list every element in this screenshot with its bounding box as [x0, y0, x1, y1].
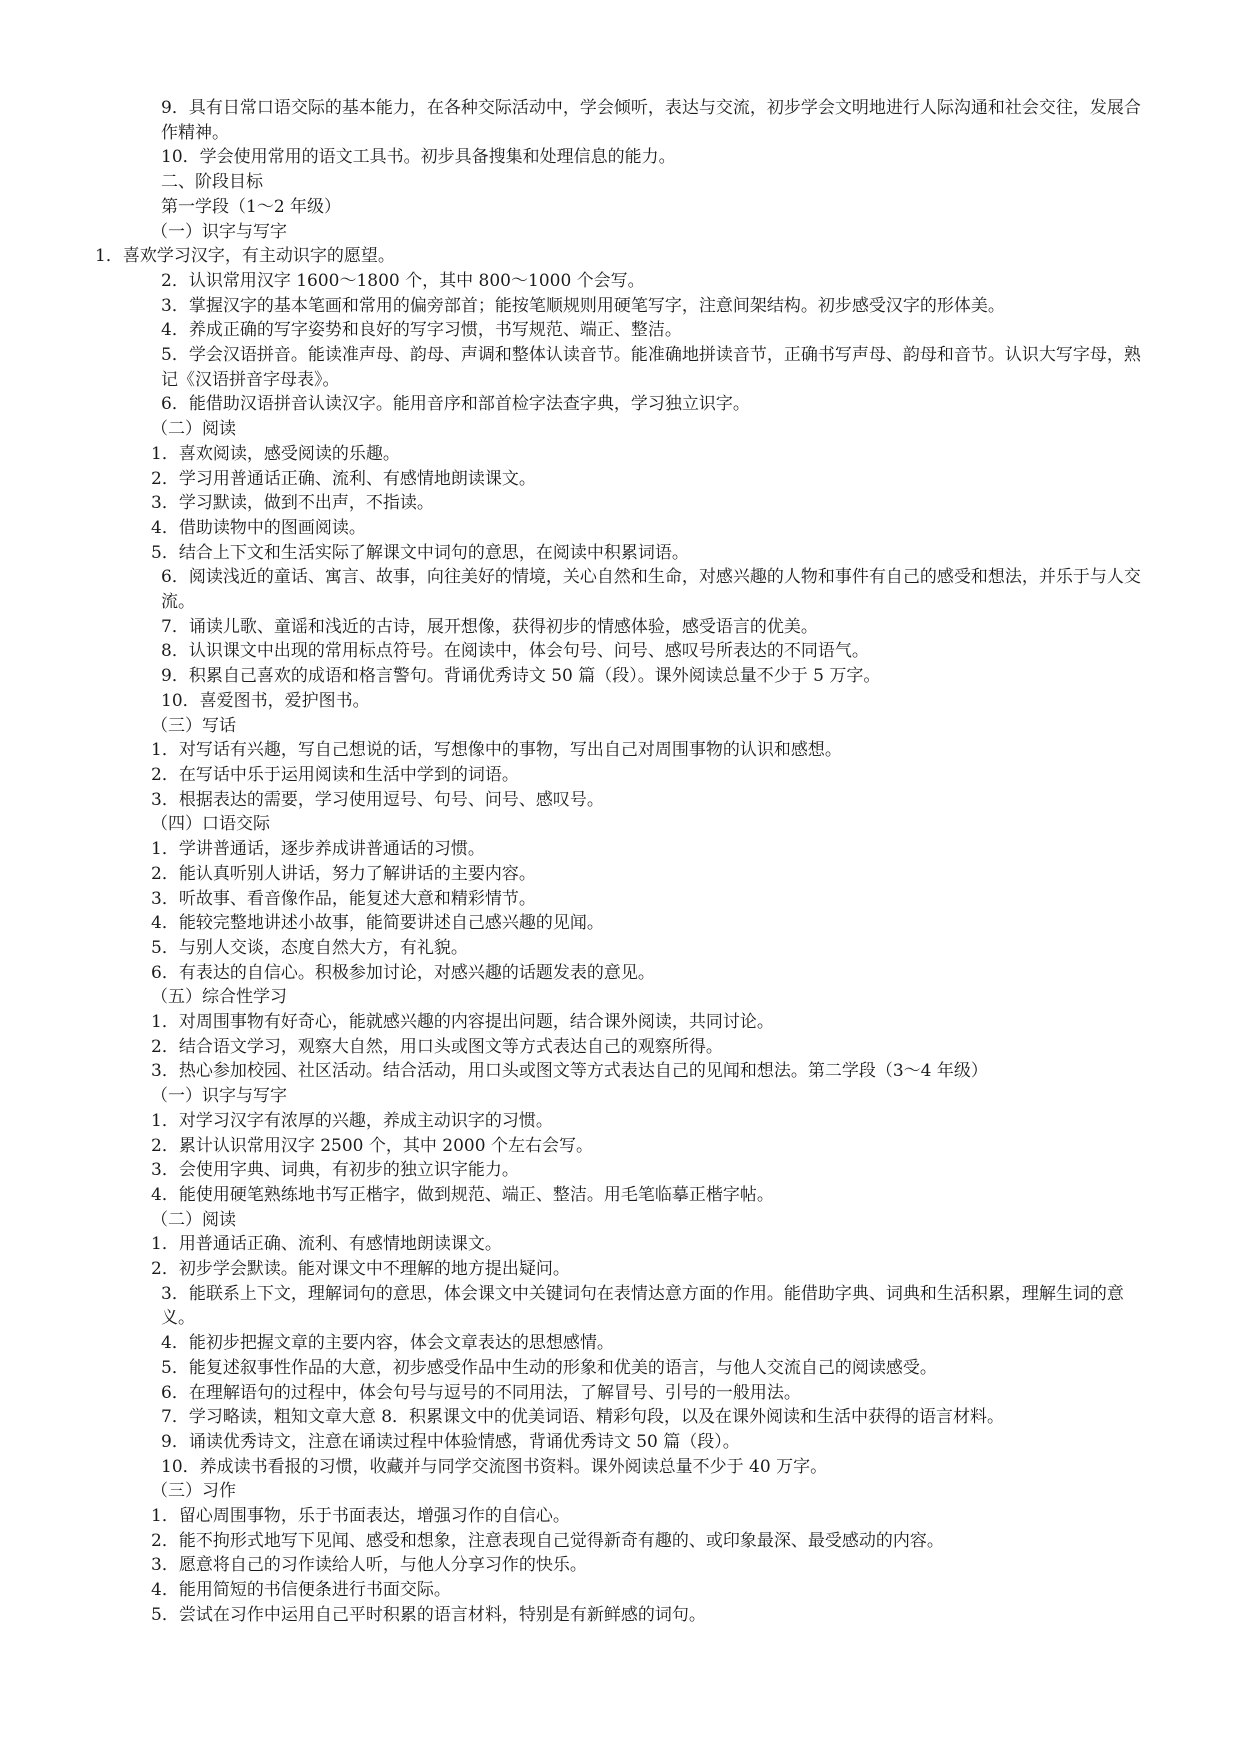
text-line: 3．学习默读，做到不出声，不指读。 — [151, 493, 434, 514]
text-line: （二）阅读 — [151, 1209, 236, 1230]
text-line: 10．喜爱图书，爱护图书。 — [161, 690, 370, 711]
text-line: （二）阅读 — [151, 419, 236, 440]
text-line: 1．对学习汉字有浓厚的兴趣，养成主动识字的习惯。 — [151, 1110, 553, 1131]
text-line: 5．学会汉语拼音。能读准声母、韵母、声调和整体认读音节。能准确地拼读音节，正确书写声母、韵母和音节。认识大写字母，熟记《汉语拼音字母表》。 — [161, 345, 1141, 390]
text-line: 2．能认真听别人讲话，努力了解讲话的主要内容。 — [151, 863, 536, 884]
text-line: 1．留心周围事物，乐于书面表达，增强习作的自信心。 — [151, 1506, 570, 1527]
text-line: 1．对周围事物有好奇心，能就感兴趣的内容提出问题，结合课外阅读，共同讨论。 — [151, 1012, 774, 1033]
text-line: 5．尝试在习作中运用自己平时积累的语言材料，特别是有新鲜感的词句。 — [151, 1604, 706, 1625]
text-line: （三）写话 — [151, 715, 236, 736]
text-line: 6．阅读浅近的童话、寓言、故事，向往美好的情境，关心自然和生命，对感兴趣的人物和事件有自己的感受和想法，并乐于与人交流。 — [161, 567, 1141, 613]
text-line: 7．学习略读，粗知文章大意 8．积累课文中的优美词语、精彩句段，以及在课外阅读和生活中获得的语言材料。 — [161, 1407, 1005, 1428]
text-line: 3．热心参加校园、社区活动。结合活动，用口头或图文等方式表达自己的见闻和想法。第二学段（3～4 年级） — [151, 1061, 988, 1082]
text-line: 3．愿意将自己的习作读给人听，与他人分享习作的快乐。 — [151, 1555, 587, 1576]
text-line: 5．能复述叙事性作品的大意，初步感受作品中生动的形象和优美的语言，与他人交流自己的阅读感受。 — [161, 1357, 937, 1378]
text-line: 10．学会使用常用的语文工具书。初步具备搜集和处理信息的能力。 — [161, 147, 676, 168]
text-line: （四）口语交际 — [151, 814, 270, 835]
text-line: 2．结合语文学习，观察大自然，用口头或图文等方式表达自己的观察所得。 — [151, 1036, 723, 1057]
text-line: 2．学习用普通话正确、流利、有感情地朗读课文。 — [151, 468, 536, 489]
text-line: 9．诵读优秀诗文，注意在诵读过程中体验情感，背诵优秀诗文 50 篇（段）。 — [161, 1431, 740, 1452]
text-line: 5．结合上下文和生活实际了解课文中词句的意思，在阅读中积累词语。 — [151, 542, 689, 563]
text-line: 6．在理解语句的过程中，体会句号与逗号的不同用法，了解冒号、引号的一般用法。 — [161, 1382, 801, 1403]
text-line: 9．具有日常口语交际的基本能力，在各种交际活动中，学会倾听，表达与交流，初步学会文明地进行人际沟通和社会交往，发展合作精神。 — [161, 98, 1141, 143]
text-line: 10．养成读书看报的习惯，收藏并与同学交流图书资料。课外阅读总量不少于 40 万字。 — [161, 1456, 828, 1477]
text-line: 1．对写话有兴趣，写自己想说的话，写想像中的事物，写出自己对周围事物的认识和感想。 — [151, 740, 842, 761]
text-line: 5．与别人交谈，态度自然大方，有礼貌。 — [151, 937, 468, 958]
text-line: （一）识字与写字 — [151, 221, 287, 242]
text-line: 3．根据表达的需要，学习使用逗号、句号、问号、感叹号。 — [151, 789, 604, 810]
text-line: 3．会使用字典、词典，有初步的独立识字能力。 — [151, 1160, 519, 1181]
text-line: （三）习作 — [151, 1481, 236, 1502]
text-line: 3．听故事、看音像作品，能复述大意和精彩情节。 — [151, 888, 536, 909]
text-line: 3．能联系上下文，理解词句的意思，体会课文中关键词句在表情达意方面的作用。能借助字典、词典和生活积累，理解生词的意义。 — [161, 1283, 1124, 1329]
text-line: 第一学段（1～2 年级） — [161, 196, 342, 217]
text-line: 6．能借助汉语拼音认读汉字。能用音序和部首检字法查字典，学习独立识字。 — [161, 394, 750, 415]
text-line: 6．有表达的自信心。积极参加讨论，对感兴趣的话题发表的意见。 — [151, 962, 655, 983]
text-line: 2．初步学会默读。能对课文中不理解的地方提出疑问。 — [151, 1259, 570, 1280]
text-line: 2．在写话中乐于运用阅读和生活中学到的词语。 — [151, 764, 519, 785]
text-line: 2．认识常用汉字 1600～1800 个，其中 800～1000 个会写。 — [161, 270, 645, 291]
text-line: 8．认识课文中出现的常用标点符号。在阅读中，体会句号、问号、感叹号所表达的不同语气。 — [161, 641, 869, 662]
text-line: 1．喜欢学习汉字，有主动识字的愿望。 — [95, 246, 395, 267]
text-line: 1．学讲普通话，逐步养成讲普通话的习惯。 — [151, 839, 485, 860]
text-line: 4．能较完整地讲述小故事，能简要讲述自己感兴趣的见闻。 — [151, 913, 604, 934]
text-line: 4．能用简短的书信便条进行书面交际。 — [151, 1580, 451, 1601]
text-line: 4．养成正确的写字姿势和良好的写字习惯，书写规范、端正、整洁。 — [161, 320, 682, 341]
text-line: 1．用普通话正确、流利、有感情地朗读课文。 — [151, 1234, 502, 1255]
text-line: （五）综合性学习 — [151, 987, 287, 1008]
text-line: 4．能初步把握文章的主要内容，体会文章表达的思想感情。 — [161, 1333, 614, 1354]
text-line: 2．能不拘形式地写下见闻、感受和想象，注意表现自己觉得新奇有趣的、或印象最深、最受感动的内容。 — [151, 1530, 944, 1551]
text-line: 9．积累自己喜欢的成语和格言警句。背诵优秀诗文 50 篇（段）。课外阅读总量不少于 5 万字。 — [161, 666, 881, 687]
text-line: 2．累计认识常用汉字 2500 个，其中 2000 个左右会写。 — [151, 1135, 593, 1156]
text-line: 1．喜欢阅读，感受阅读的乐趣。 — [151, 443, 400, 464]
text-line: （一）识字与写字 — [151, 1086, 287, 1107]
text-line: 二、阶段目标 — [161, 172, 263, 193]
text-line: 4．能使用硬笔熟练地书写正楷字，做到规范、端正、整洁。用毛笔临摹正楷字帖。 — [151, 1184, 774, 1205]
text-line: 7．诵读儿歌、童谣和浅近的古诗，展开想像，获得初步的情感体验，感受语言的优美。 — [161, 616, 818, 637]
text-line: 3．掌握汉字的基本笔画和常用的偏旁部首；能按笔顺规则用硬笔写字，注意间架结构。初步感受汉字的形体美。 — [161, 295, 1005, 316]
text-line: 4．借助读物中的图画阅读。 — [151, 517, 366, 538]
